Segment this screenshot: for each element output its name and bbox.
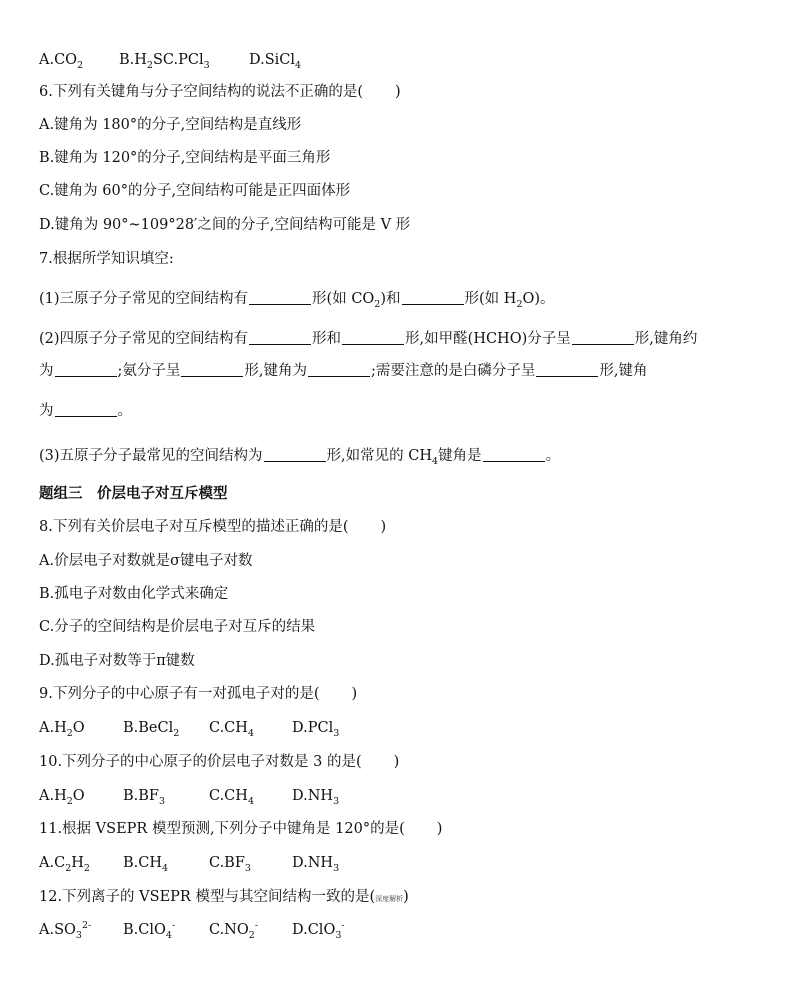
q9-options (39, 718, 339, 738)
q6-stem: 6.下列有关键角与分子空间结构的说法不正确的是( ) (39, 84, 401, 100)
q5-option-d: D.SiCl$_4$ (249, 52, 302, 71)
q5-options (39, 50, 301, 70)
q9-stem: 9.下列分子的中心原子有一对孤电子对的是( ) (39, 686, 358, 702)
q9-option-c: $C.CH_4$ (209, 720, 254, 739)
q7-part2-line3: 为 。 (39, 403, 132, 419)
q5-option-b: $B.H_2SC.PCl_3$ (119, 52, 210, 71)
blank (402, 290, 464, 305)
q10-options (39, 786, 339, 806)
q12-options (39, 920, 345, 940)
q10-stem: 10.下列分子的中心原子的价层电子对数是 3 的是( ) (39, 754, 400, 770)
q11-option-d: $D.NH_3$ (292, 855, 340, 874)
q7-stem: 7.根据所学知识填空: (39, 251, 174, 267)
blank (249, 290, 311, 305)
q6-option-c: C.键角为 60°的分子,空间结构可能是正四面体形 (39, 183, 351, 199)
q11-option-b: $B.CH_4$ (123, 855, 169, 874)
q7-part1: (1)三原子分子常见的空间结构有 形(如 $CO_2$)和 形(如 $H_2O$)。 (39, 291, 555, 310)
q7-part2-line2: 为 ;氨分子呈 形,键角为 ;需要注意的是白磷分子呈 形,键角 (39, 363, 648, 379)
q8-option-c: C.分子的空间结构是价层电子对互斥的结果 (39, 619, 316, 635)
blank (55, 362, 117, 377)
q9-option-a: $A.H_2O$ (39, 720, 85, 739)
blank (308, 362, 370, 377)
q6-option-b: B.键角为 120°的分子,空间结构是平面三角形 (39, 150, 331, 166)
q11-option-a: $A.C_2H_2$ (39, 855, 90, 874)
q8-option-d: D.孤电子对数等于π键数 (39, 653, 195, 669)
q9-option-b: B.BeCl$_2$ (123, 720, 180, 739)
blank (249, 330, 311, 345)
blank (572, 330, 634, 345)
q5-option-a: $A.CO_2$ (39, 52, 84, 71)
q12-stem: 12.下列离子的 VSEPR 模型与其空间结构一致的是(深度解析) (39, 889, 409, 905)
q10-option-c: $C.CH_4$ (209, 788, 254, 807)
blank (264, 447, 326, 462)
q10-option-a: $A.H_2O$ (39, 788, 85, 807)
q12-option-b: B.ClO$_4$- (123, 920, 176, 941)
q6-option-d: D.键角为 90°~109°28′之间的分子,空间结构可能是 V 形 (39, 217, 411, 233)
section-heading: 题组三 价层电子对互斥模型 (39, 486, 228, 502)
q9-option-d: D.PCl$_3$ (292, 720, 340, 739)
q6-option-a: A.键角为 180°的分子,空间结构是直线形 (39, 117, 302, 133)
blank (342, 330, 404, 345)
q12-option-d: D.ClO$_3$- (292, 920, 345, 941)
q7-part3: (3)五原子分子最常见的空间结构为 形,如常见的 $CH_4$键角是 。 (39, 448, 561, 467)
q7-part2-line1: (2)四原子分子常见的空间结构有 形和 形,如甲醛(HCHO)分子呈 形,键角约 (39, 331, 698, 347)
q12-option-c: $C.NO_2^-$ (209, 920, 259, 941)
q12-option-a: $A.SO_3^{2-}$ (39, 920, 92, 941)
q11-option-c: $C.BF_3$ (209, 855, 251, 874)
q10-option-b: $B.BF_3$ (123, 788, 166, 807)
q8-stem: 8.下列有关价层电子对互斥模型的描述正确的是( ) (39, 519, 387, 535)
blank (181, 362, 243, 377)
q8-option-a: A.价层电子对数就是σ键电子对数 (39, 553, 253, 569)
blank (483, 447, 545, 462)
analysis-tag: 深度解析 (375, 895, 404, 903)
q11-stem: 11.根据 VSEPR 模型预测,下列分子中键角是 120°的是( ) (39, 821, 443, 837)
blank (55, 402, 117, 417)
blank (536, 362, 598, 377)
q10-option-d: $D.NH_3$ (292, 788, 340, 807)
q8-option-b: B.孤电子对数由化学式来确定 (39, 586, 229, 602)
q11-options (39, 853, 339, 873)
